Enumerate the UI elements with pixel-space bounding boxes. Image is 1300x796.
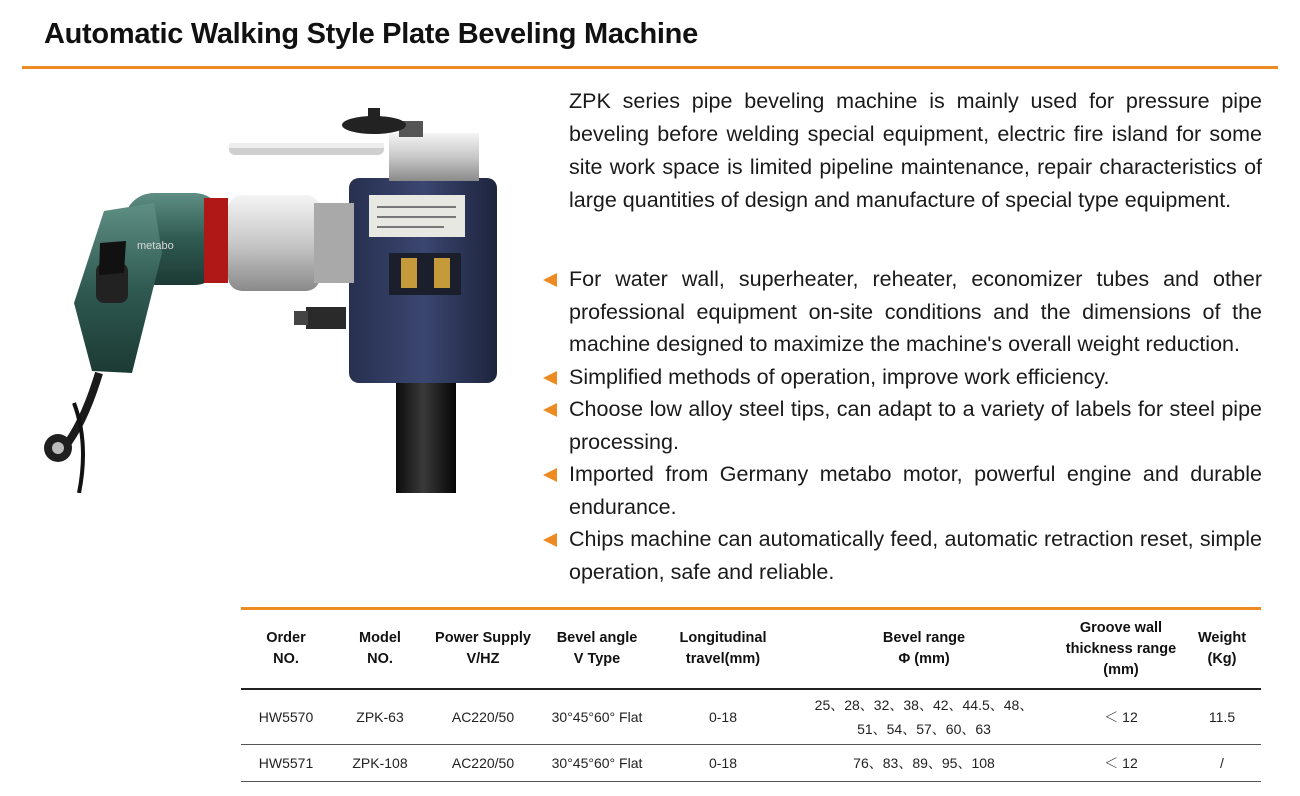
header-groove-thickness: Groove wall thickness range (mm) bbox=[1065, 619, 1177, 678]
beveling-machine-illustration-icon bbox=[44, 103, 510, 493]
cell-groove-thickness: ＜ 12 bbox=[1104, 709, 1138, 725]
triangle-bullet-icon bbox=[543, 403, 557, 417]
cell-groove-thickness: ＜ 12 bbox=[1104, 755, 1138, 771]
feature-item: Simplified methods of operation, improve work efficiency. bbox=[541, 361, 1262, 394]
cell-bevel-range: 25、28、32、38、42、44.5、48、 51、54、57、60、63 bbox=[814, 697, 1034, 737]
header-longitudinal-travel: Longitudinal travel(mm) bbox=[679, 630, 767, 667]
cell-weight: / bbox=[1220, 755, 1224, 771]
cell-model-no: ZPK-108 bbox=[352, 755, 408, 771]
feature-item: Chips machine can automatically feed, automatic retraction reset, simple operation, safe and reliable. bbox=[541, 523, 1262, 588]
triangle-bullet-icon bbox=[543, 533, 557, 547]
header-weight: Weight (Kg) bbox=[1197, 630, 1247, 667]
header-model-no: Model NO. bbox=[359, 630, 401, 667]
product-photo bbox=[44, 103, 510, 493]
intro-paragraph: ZPK series pipe beveling machine is mainly used for pressure pipe beveling before welding special equipment, electric fire island for some site work space is limited pipeline maintenance, repair characteristics of large quantities of design and manufacture of special type equipment. bbox=[569, 89, 1262, 212]
header-order-no: Order NO. bbox=[266, 630, 306, 667]
feature-item: Imported from Germany metabo motor, powerful engine and durable endurance. bbox=[541, 458, 1262, 523]
table-row bbox=[241, 689, 1261, 745]
feature-item: Choose low alloy steel tips, can adapt to a variety of labels for steel pipe processing. bbox=[541, 393, 1262, 458]
header-bevel-range: Bevel range Φ (mm) bbox=[882, 630, 966, 667]
cell-bevel-angle: 30°45°60° Flat bbox=[551, 709, 643, 725]
feature-item: For water wall, superheater, reheater, economizer tubes and other professional equipment on-site conditions and the dimensions of the machine designed to maximize the machine's overall weight reduction. bbox=[541, 263, 1262, 361]
table-row bbox=[241, 745, 1261, 782]
triangle-bullet-icon bbox=[543, 273, 557, 287]
triangle-bullet-icon bbox=[543, 371, 557, 385]
cell-weight: 11.5 bbox=[1208, 709, 1236, 725]
cell-longitudinal-travel: 0-18 bbox=[708, 709, 738, 725]
cell-bevel-angle: 30°45°60° Flat bbox=[551, 755, 643, 771]
cell-power-supply: AC220/50 bbox=[451, 709, 515, 725]
feature-list bbox=[541, 263, 1262, 588]
cell-model-no: ZPK-63 bbox=[356, 709, 404, 725]
triangle-bullet-icon bbox=[543, 468, 557, 482]
cell-bevel-range: 76、83、89、95、108 bbox=[853, 755, 995, 771]
cell-longitudinal-travel: 0-18 bbox=[708, 755, 738, 771]
header-bevel-angle: Bevel angle V Type bbox=[556, 630, 638, 667]
page-title: Automatic Walking Style Plate Beveling Machine bbox=[44, 18, 698, 50]
spec-table bbox=[241, 607, 1261, 782]
cell-power-supply: AC220/50 bbox=[451, 755, 515, 771]
cell-order-no: HW5571 bbox=[258, 755, 314, 771]
table-header-row bbox=[241, 609, 1261, 690]
cell-order-no: HW5570 bbox=[258, 709, 314, 725]
title-divider bbox=[22, 66, 1278, 69]
header-power-supply: Power Supply V/HZ bbox=[435, 630, 531, 667]
motor-brand-label: metabo bbox=[137, 240, 174, 252]
